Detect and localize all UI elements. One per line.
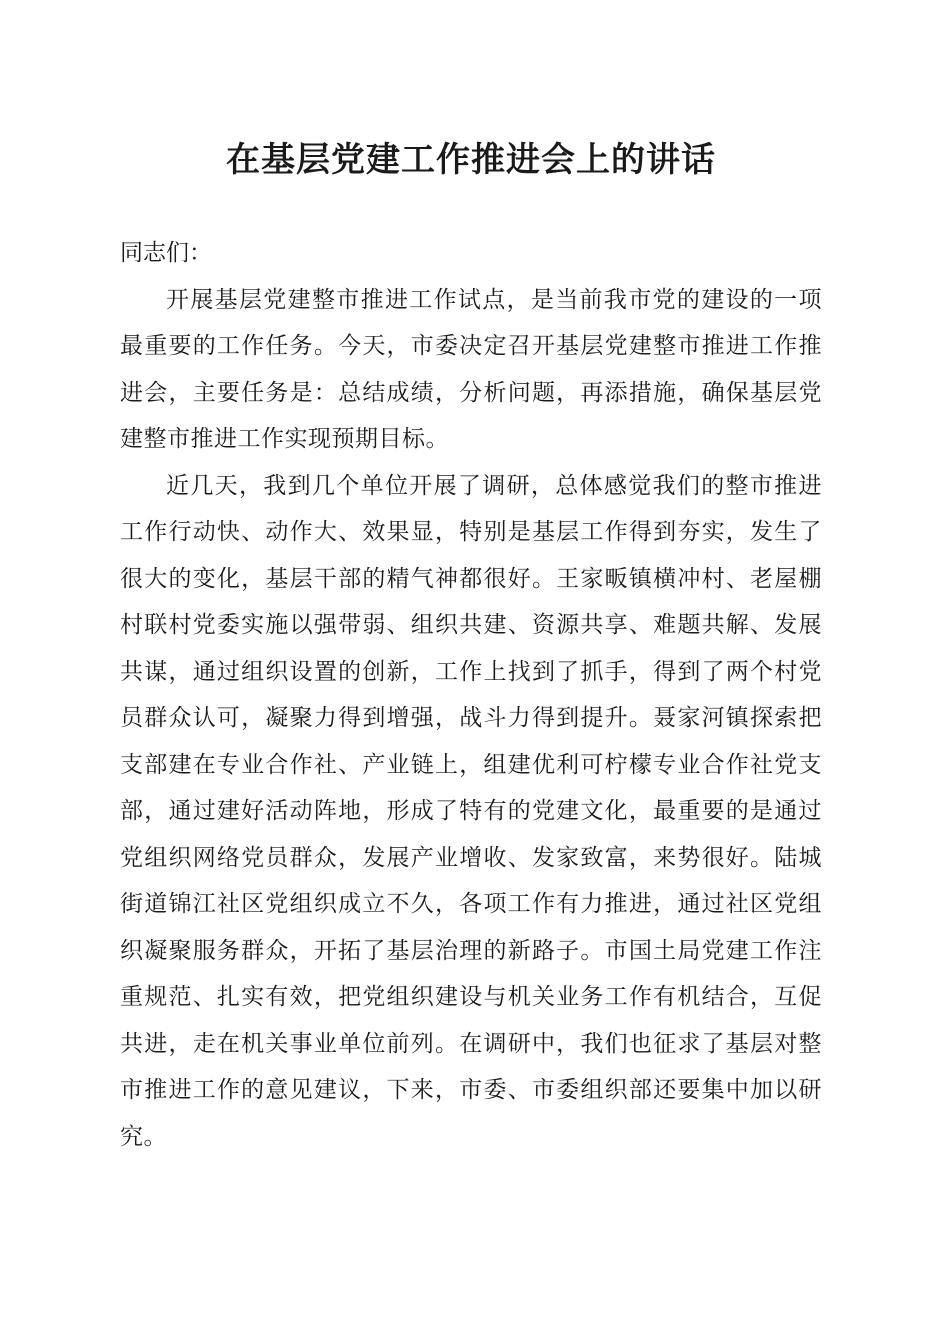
document-page [120,130,822,1160]
document-title: 在基层党建工作推进会上的讲话 [226,140,716,180]
salutation: 同志们： [120,240,212,266]
paragraph-2: 近几天，我到几个单位开展了调研，总体感觉我们的整市推进工作行动快、动作大、效果显，特别是基层工作得到夯实，发生了很大的变化，基层干部的精气神都很好。王家畈镇横冲村、老屋棚村联村党委实施以强带弱、组织共建、资源共享、难题共解、发展共谋，通过组织设置的创新，工作上找到了抓手，得到了两个村党员群众认可，凝聚力得到增强，战斗力得到提升。聂家河镇探索把支部建在专业合作社、产业链上，组建优利可柠檬专业合作社党支部，通过建好活动阵地，形成了特有的党建文化，最重要的是通过党组织网络党员群众，发展产业增收、发家致富，来势很好。陆城街道锦江社区党组织成立不久，各项工作有力推进，通过社区党组织凝聚服务群众，开拓了基层治理的新路子。市国土局党建工作注重规范、扎实有效，把党组织建设与机关业务工作有机结合，互促共进，走在机关事业单位前列。在调研中，我们也征求了基层对整市推进工作的意见建议，下来，市委、市委组织部还要集中加以研究。 [120,472,822,1150]
paragraph-1: 开展基层党建整市推进工作试点，是当前我市党的建设的一项最重要的工作任务。今天，市委决定召开基层党建整市推进工作推进会，主要任务是：总结成绩，分析问题，再添措施，确保基层党建整市推进工作实现预期目标。 [120,286,822,452]
